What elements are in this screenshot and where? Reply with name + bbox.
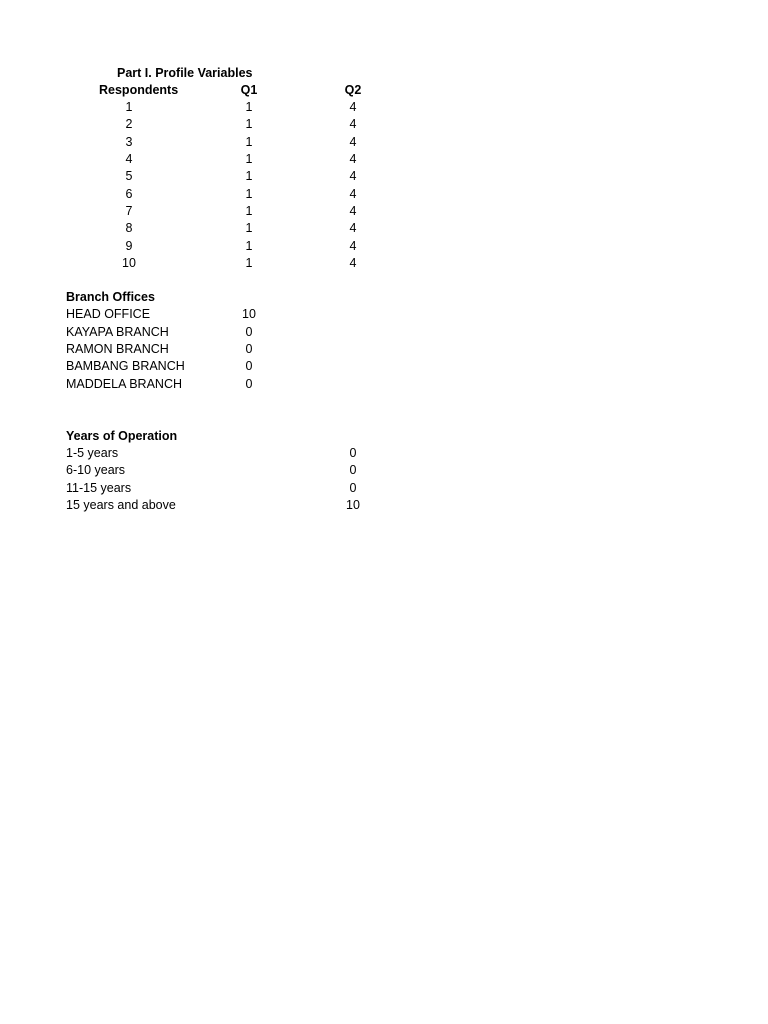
cell-q1: 1 xyxy=(245,152,253,166)
cell-q2: 4 xyxy=(349,152,357,166)
cell-q2: 4 xyxy=(349,100,357,114)
years-value: 0 xyxy=(349,463,357,477)
years-value: 0 xyxy=(349,446,357,460)
header-respondents: Respondents xyxy=(99,83,179,97)
cell-q1: 1 xyxy=(245,256,253,270)
cell-respondent: 5 xyxy=(125,169,133,183)
branch-value: 0 xyxy=(245,359,253,373)
cell-q1: 1 xyxy=(245,169,253,183)
cell-respondent: 6 xyxy=(125,187,133,201)
section-title-branch-offices: Branch Offices xyxy=(66,290,155,304)
cell-respondent: 7 xyxy=(125,204,133,218)
cell-q2: 4 xyxy=(349,187,357,201)
cell-respondent: 3 xyxy=(125,135,133,149)
branch-label: BAMBANG BRANCH xyxy=(66,359,185,373)
cell-q2: 4 xyxy=(349,221,357,235)
branch-label: HEAD OFFICE xyxy=(66,307,151,321)
cell-respondent: 4 xyxy=(125,152,133,166)
branch-label: KAYAPA BRANCH xyxy=(66,325,169,339)
years-label: 15 years and above xyxy=(66,498,176,512)
branch-label: MADDELA BRANCH xyxy=(66,377,182,391)
cell-respondent: 1 xyxy=(125,100,133,114)
cell-q1: 1 xyxy=(245,135,253,149)
years-value: 10 xyxy=(346,498,360,512)
branch-label: RAMON BRANCH xyxy=(66,342,169,356)
branch-value: 0 xyxy=(245,325,253,339)
cell-q2: 4 xyxy=(349,256,357,270)
cell-q1: 1 xyxy=(245,204,253,218)
cell-q2: 4 xyxy=(349,117,357,131)
cell-q1: 1 xyxy=(245,117,253,131)
cell-q2: 4 xyxy=(349,239,357,253)
cell-q1: 1 xyxy=(245,221,253,235)
cell-respondent: 9 xyxy=(125,239,133,253)
branch-value: 10 xyxy=(242,307,256,321)
cell-respondent: 8 xyxy=(125,221,133,235)
cell-q1: 1 xyxy=(245,187,253,201)
header-q1: Q1 xyxy=(240,83,258,97)
years-label: 1-5 years xyxy=(66,446,119,460)
section-title-years-of-operation: Years of Operation xyxy=(66,429,178,443)
branch-value: 0 xyxy=(245,377,253,391)
branch-value: 0 xyxy=(245,342,253,356)
cell-respondent: 2 xyxy=(125,117,133,131)
years-label: 6-10 years xyxy=(66,463,126,477)
section-title-profile-variables: Part I. Profile Variables xyxy=(117,66,253,80)
header-q2: Q2 xyxy=(344,83,362,97)
cell-q1: 1 xyxy=(245,100,253,114)
cell-respondent: 10 xyxy=(122,256,136,270)
years-label: 11-15 years xyxy=(66,481,132,495)
years-value: 0 xyxy=(349,481,357,495)
cell-q1: 1 xyxy=(245,239,253,253)
cell-q2: 4 xyxy=(349,135,357,149)
cell-q2: 4 xyxy=(349,204,357,218)
cell-q2: 4 xyxy=(349,169,357,183)
